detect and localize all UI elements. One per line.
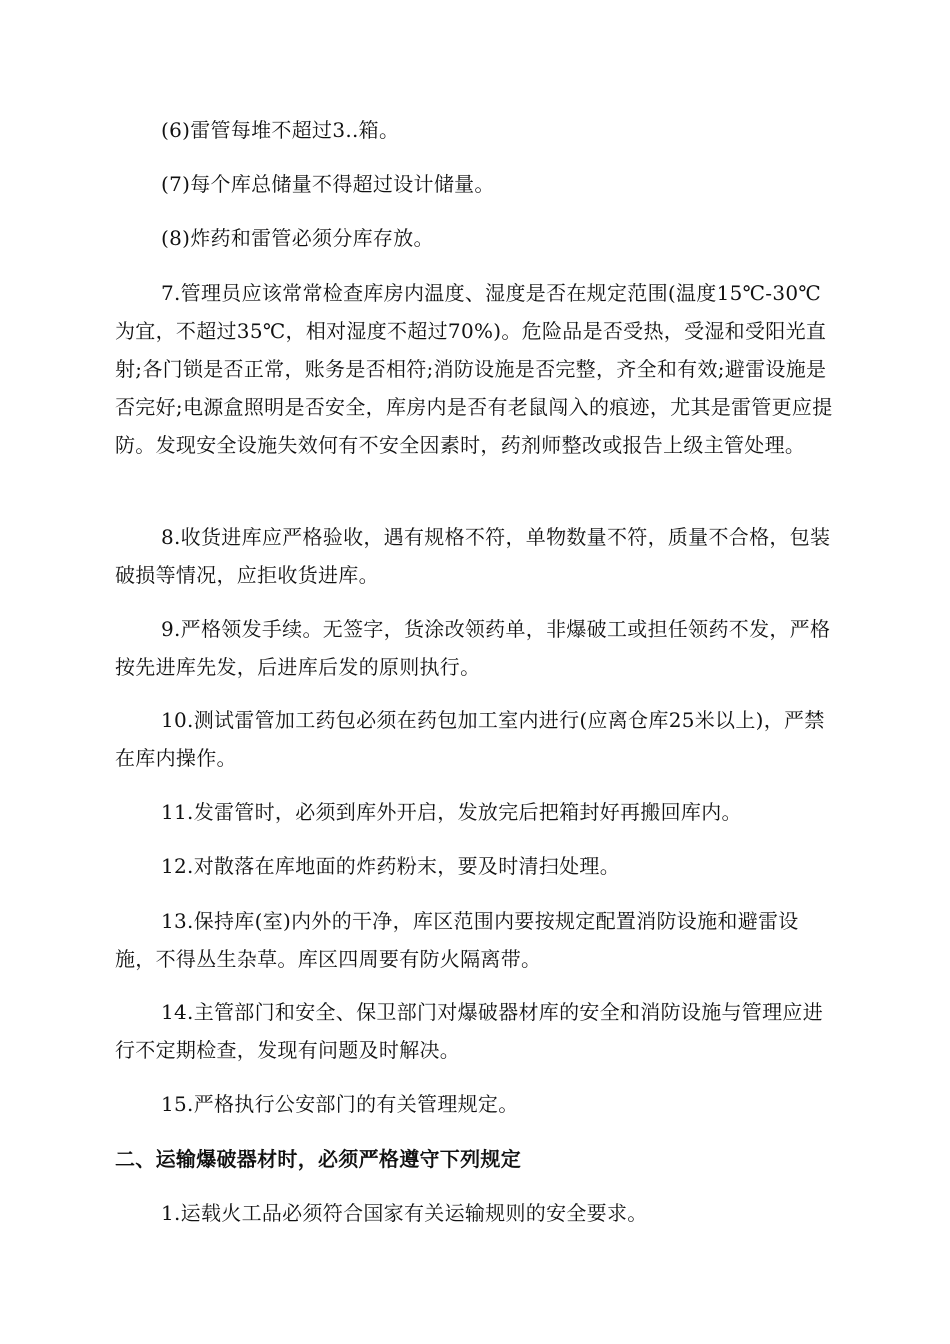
paragraph-rule-9: 9.严格领发手续。无签字，货涂改领药单，非爆破工或担任领药不发，严格按先进库先发，后进库后发的原则执行。 (115, 617, 831, 679)
paragraph-rule-8: 8.收货进库应严格验收，遇有规格不符，单物数量不符，质量不合格，包装破损等情况，应拒收货进库。 (115, 525, 831, 587)
paragraph-item-8: (8)炸药和雷管必须分库存放。 (161, 226, 434, 250)
paragraph-rule-7: 7.管理员应该常常检查库房内温度、湿度是否在规定范围(温度15℃-30℃为宜，不超过35℃，相对湿度不超过70%)。危险品是否受热，受湿和受阳光直射;各门锁是否正常，账务是否相符;消防设施是否完整，齐全和有效;避雷设施是否完好;电源盒照明是否安全，库房内是否有老鼠闯入的痕迹，尤其是雷管更应提防。发现安全设施失效何有不安全因素时，药剂师整改或报告上级主管处理。 (115, 281, 833, 457)
paragraph-rule-10: 10.测试雷管加工药包必须在药包加工室内进行(应离仓库25米以上)，严禁在库内操作。 (115, 708, 825, 770)
paragraph-item-6: (6)雷管每堆不超过3..箱。 (161, 118, 400, 142)
paragraph-rule-11: 11.发雷管时，必须到库外开启，发放完后把箱封好再搬回库内。 (161, 800, 742, 824)
paragraph-item-7: (7)每个库总储量不得超过设计储量。 (161, 172, 495, 196)
paragraph-transport-1: 1.运载火工品必须符合国家有关运输规则的安全要求。 (161, 1201, 648, 1225)
section-heading: 二、运输爆破器材时，必须严格遵守下列规定 (115, 1147, 521, 1171)
paragraph-rule-12: 12.对散落在库地面的炸药粉末，要及时清扫处理。 (161, 854, 621, 878)
paragraph-rule-13: 13.保持库(室)内外的干净，库区范围内要按规定配置消防设施和避雷设施，不得丛生杂草。库区四周要有防火隔离带。 (115, 909, 799, 971)
paragraph-rule-14: 14.主管部门和安全、保卫部门对爆破器材库的安全和消防设施与管理应进行不定期检查，发现有问题及时解决。 (115, 1000, 824, 1062)
paragraph-rule-15: 15.严格执行公安部门的有关管理规定。 (161, 1092, 519, 1116)
